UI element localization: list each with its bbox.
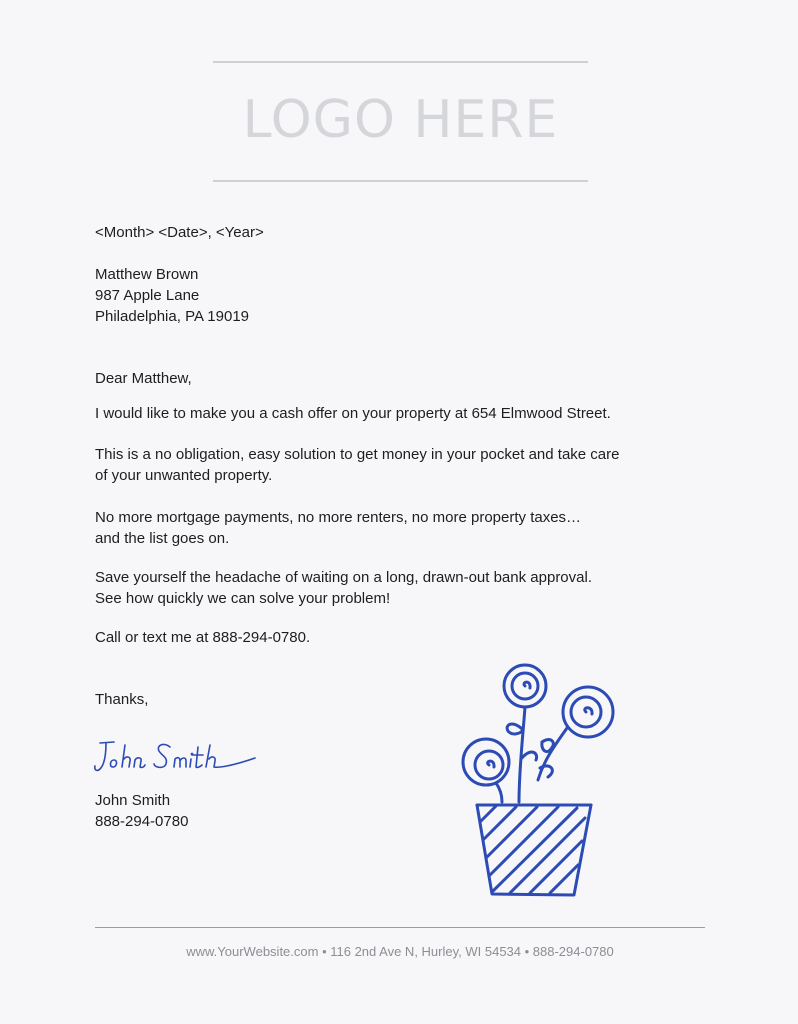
- footer-divider: [95, 927, 705, 928]
- paragraph-contact: [95, 627, 695, 648]
- footer-contact: www.YourWebsite.com • 116 2nd Ave N, Hurley, WI 54534 • 888-294-0780: [186, 944, 614, 959]
- paragraph-approval: [95, 567, 695, 609]
- handwritten-signature: [92, 733, 272, 783]
- logo-bottom-rule: [213, 180, 588, 182]
- recipient-name: Matthew Brown: [95, 266, 199, 283]
- letter-date: <Month> <Date>, <Year>: [95, 224, 264, 241]
- paragraph-line: See how quickly we can solve your problem!: [95, 590, 391, 607]
- paragraph-offer: [95, 403, 695, 424]
- sender-name: John Smith: [95, 792, 171, 809]
- logo-top-rule: [213, 61, 588, 63]
- paragraph-benefits: [95, 507, 695, 549]
- paragraph-line: Call or text me at 888-294-0780.: [95, 629, 311, 646]
- paragraph-line: of your unwanted property.: [95, 467, 273, 484]
- paragraph-line: and the list goes on.: [95, 530, 230, 547]
- recipient-city: Philadelphia, PA 19019: [95, 308, 250, 325]
- paragraph-solution: [95, 444, 695, 486]
- logo-placeholder: LOGO HERE: [242, 90, 559, 150]
- sender-phone: 888-294-0780: [95, 813, 189, 830]
- paragraph-line: I would like to make you a cash offer on your property at 654 Elmwood Street.: [95, 405, 611, 422]
- paragraph-line: Save yourself the headache of waiting on a long, drawn-out bank approval.: [95, 569, 592, 586]
- recipient-address: [95, 264, 695, 327]
- flower-pot-doodle-icon: [452, 650, 632, 900]
- paragraph-line: This is a no obligation, easy solution to get money in your pocket and take care: [95, 446, 620, 463]
- paragraph-line: No more mortgage payments, no more renters, no more property taxes…: [95, 509, 582, 526]
- salutation: Dear Matthew,: [95, 370, 192, 387]
- closing: Thanks,: [95, 691, 149, 708]
- recipient-street: 987 Apple Lane: [95, 287, 200, 304]
